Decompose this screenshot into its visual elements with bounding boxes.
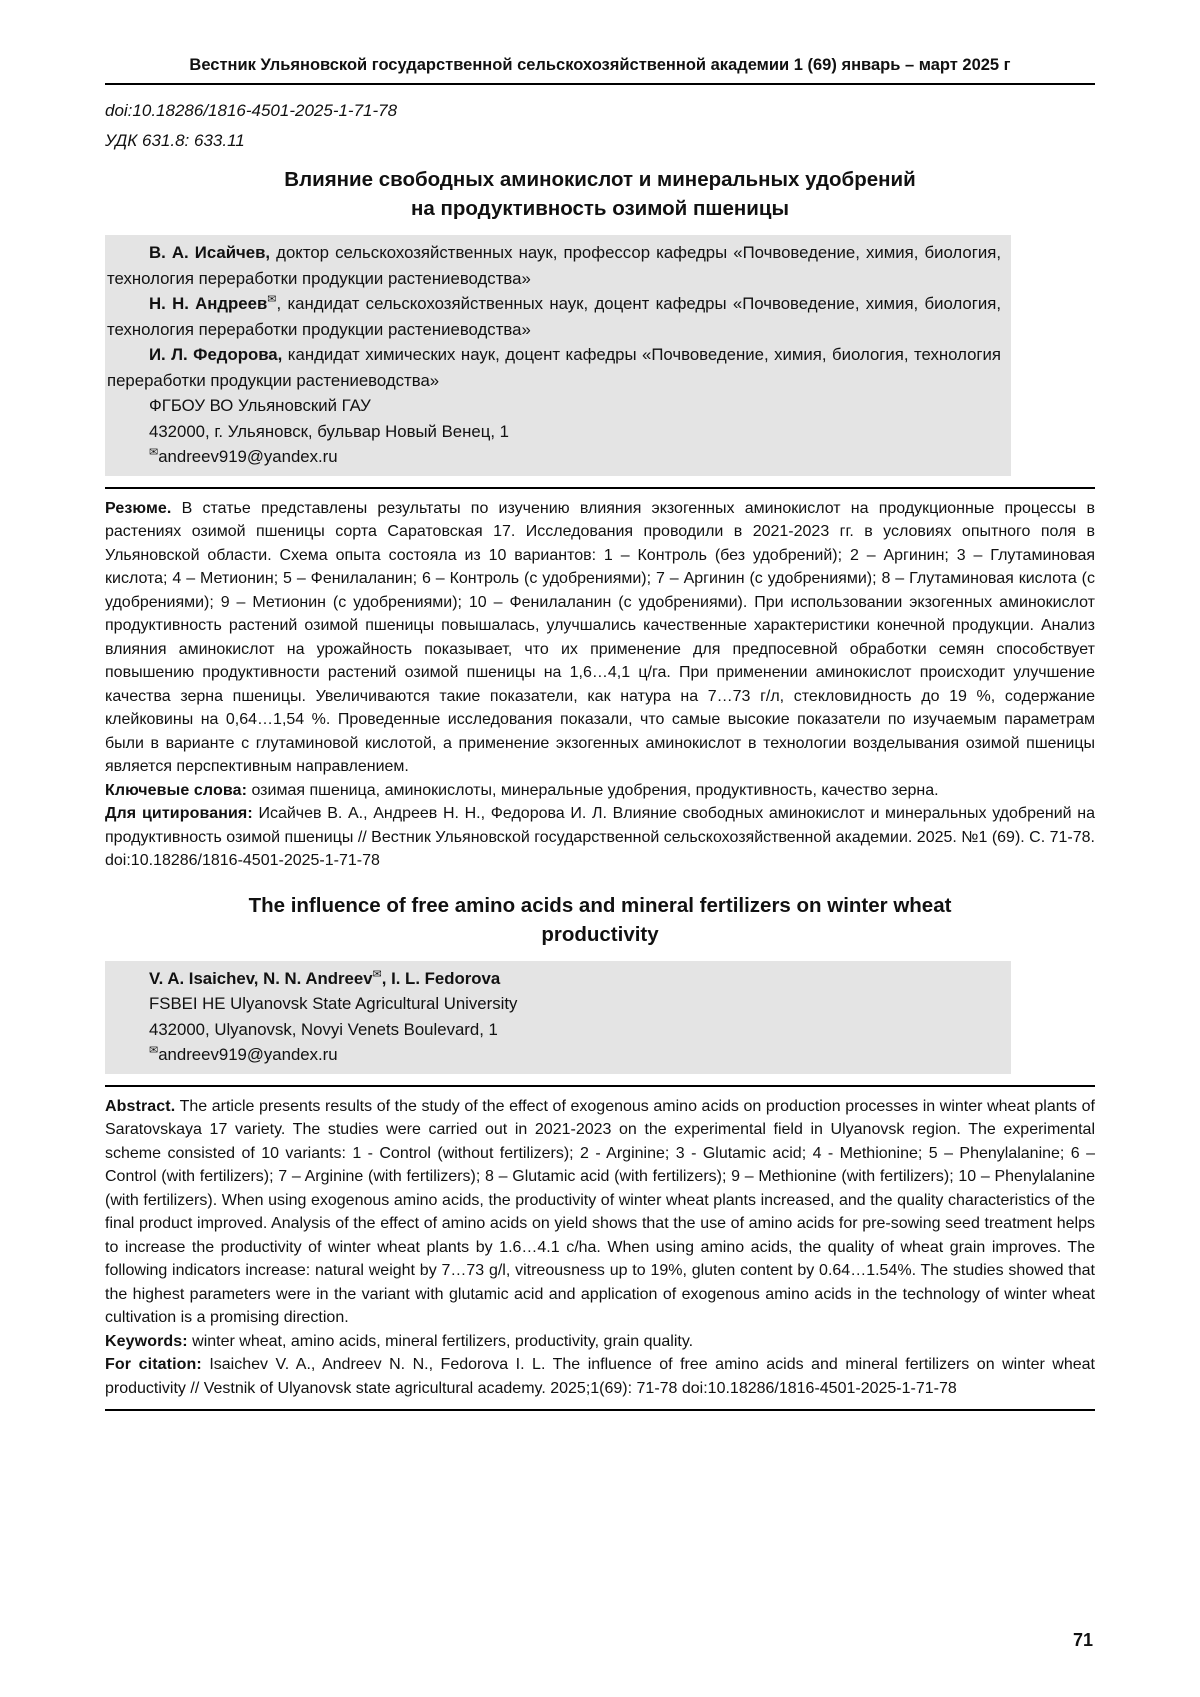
title-line-ru-1: Влияние свободных аминокислот и минеральных удобрений — [284, 168, 916, 191]
citation-label-en: For citation: — [105, 1356, 202, 1373]
author-degree: доктор сельскохозяйственных наук, профессор кафедры «Почвоведение, химия, биология, технология переработки продукции растениеводства» — [107, 243, 1001, 288]
authors-line-en — [107, 966, 1001, 992]
citation-text-ru: Исайчев В. А., Андреев Н. Н., Федорова И. Л. Влияние свободных аминокислот и минеральных удобрений на продуктивность озимой пшеницы // Вестник Ульяновской государственной сельскохозяйственной академии. 2025. №1 (69). С. 71-78. doi:10.18286/1816-4501-2025-1-71-78 — [105, 805, 1096, 869]
email-address: andreev919@yandex.ru — [158, 447, 338, 466]
title-line-en-2: productivity — [541, 922, 659, 946]
doi-line: doi:10.18286/1816-4501-2025-1-71-78 — [105, 101, 398, 120]
keywords-label-ru: Ключевые слова: — [105, 781, 247, 799]
author-name: В. А. Исайчев, — [149, 243, 271, 262]
journal-header-text: Вестник Ульяновской государственной сельскохозяйственной академии 1 (69) январь – март 2025 г — [189, 56, 1011, 74]
title-line-en-1: The influence of free amino acids and mineral fertilizers on winter wheat — [248, 893, 952, 917]
citation-text-en: Isaichev V. A., Andreev N. N., Fedorova I. L. The influence of free amino acids and mineral fertilizers on winter wheat productivity // Vestnik of Ulyanovsk state agricultural academy. 2025;1(69): 71-78 doi:10.18286/1816-4501-2025-1-71-78 — [105, 1356, 1095, 1397]
envelope-icon: ✉ — [372, 967, 382, 980]
author-paragraph — [107, 240, 1001, 291]
abstract-ru — [105, 497, 1095, 779]
citation-label-ru: Для цитирования: — [105, 805, 253, 822]
author-paragraph — [107, 291, 1001, 342]
author-degree: , кандидат сельскохозяйственных наук, доцент кафедры «Почвоведение, химия, биология, технология переработки продукции растениеводства» — [107, 294, 1001, 339]
author-names: , I. L. Fedorova — [381, 968, 501, 988]
separator-rule — [105, 487, 1095, 489]
abstract-en — [105, 1095, 1095, 1330]
citation-en — [105, 1353, 1095, 1400]
keywords-text-ru: озимая пшеница, аминокислоты, минеральные удобрения, продуктивность, качество зерна. — [247, 781, 939, 799]
envelope-icon: ✉ — [149, 1044, 159, 1057]
abstract-text-ru: В статье представлены результаты по изучению влияния экзогенных аминокислот на продукционные процессы в растениях озимой пшеницы сорта Саратовская 17. Исследования проводили в 2021-2023 гг. в условиях опытного поля в Ульяновской области. Схема опыта состояла из 10 вариантов: 1 – Контроль (без удобрений); 2 – Аргинин; 3 – Глутаминовая кислота; 4 – Метионин; 5 – Фенилаланин; 6 – Контроль (с удобрениями); 7 – Аргинин (с удобрениями); 8 – Глутаминовая кислота (с удобрениями); 9 – Метионин (с удобрениями); 10 – Фенилаланин (с удобрениями). При использовании экзогенных аминокислот продуктивность растений озимой пшеницы повышалась, улучшались качественные характеристики конечной продукции. Анализ влияния аминокислот на урожайность показывает, что их применение для предпосевной обработки семян способствует повышению продуктивности растений озимой пшеницы на 1,6…4,1 ц/га. При применении аминокислот происходит улучшение качества зерна пшеницы. Увеличиваются такие показатели, как натура на 7…73 г/л, стекловидность до 19 %, содержание клейковины на 0,64…1,54 %. Проведенные исследования показали, что самые высокие показатели по изучаемым параметрам были в варианте с глутаминовой кислотой, а применение экзогенных аминокислот в технологии возделывания озимой пшеницы является перспективным направлением. — [105, 499, 1095, 775]
keywords-text-en: winter wheat, amino acids, mineral fertilizers, productivity, grain quality. — [187, 1332, 694, 1350]
affiliation-ru: ФГБОУ ВО Ульяновский ГАУ — [149, 396, 371, 415]
email-address: andreev919@yandex.ru — [158, 1045, 338, 1064]
author-degree: кандидат химических наук, доцент кафедры «Почвоведение, химия, биология, технология переработки продукции растениеводства» — [107, 345, 1002, 390]
abstract-text-en: The article presents results of the study of the effect of exogenous amino acids on production processes in winter wheat plants of Saratovskaya 17 variety. The studies were carried out in 2021-2023 on the experimental field in Ulyanovsk region. The experimental scheme consisted of 10 variants: 1 - Control (without fertilizers); 2 - Arginine; 3 - Glutamic acid; 4 - Methionine; 5 – Phenylalanine; 6 – Control (with fertilizers); 7 – Arginine (with fertilizers); 8 – Glutamic acid (with fertilizers); 9 – Methionine (with fertilizers); 10 – Phenylalanine (with fertilizers). When using exogenous amino acids, the productivity of winter wheat plants increased, and the quality characteristics of the final product improved. Analysis of the effect of amino acids on yield shows that the use of amino acids for pre-sowing seed treatment helps to increase the productivity of winter wheat plants by 1.6…4.1 c/ha. When using amino acids, the quality of wheat grain improves. The following indicators increase: natural weight by 7…73 g/l, vitreousness up to 19%, gluten content by 0.64…1.54%. The studies showed that the highest parameters were in the variant with glutamic acid and application of exogenous amino acids in the technology of winter wheat cultivation is a promising direction. — [105, 1097, 1095, 1326]
affiliation-en: FSBEI HE Ulyanovsk State Agricultural University — [149, 994, 518, 1013]
keywords-en — [105, 1330, 1095, 1354]
article-title-ru — [105, 165, 1095, 223]
keywords-ru — [105, 779, 1095, 803]
keywords-label-en: Keywords: — [105, 1332, 188, 1350]
abstract-label-ru: Резюме. — [105, 499, 172, 517]
email-line-ru — [107, 444, 1001, 470]
authors-block-en — [105, 961, 1011, 1074]
author-name: И. Л. Федорова, — [149, 345, 283, 364]
author-name: Н. Н. Андреев — [149, 294, 268, 313]
udk-line: УДК 631.8: 633.11 — [105, 131, 245, 150]
page-number: 71 — [1072, 1630, 1093, 1650]
address-en: 432000, Ulyanovsk, Novyi Venets Boulevard, 1 — [149, 1019, 498, 1039]
citation-ru — [105, 802, 1095, 873]
email-line-en — [107, 1042, 1001, 1068]
envelope-icon: ✉ — [149, 446, 159, 459]
end-rule — [105, 1409, 1095, 1411]
envelope-icon: ✉ — [267, 293, 277, 306]
separator-rule — [105, 1085, 1095, 1087]
author-names: V. A. Isaichev, N. N. Andreev — [149, 968, 373, 988]
title-line-ru-2: на продуктивность озимой пшеницы — [411, 197, 789, 220]
author-paragraph — [107, 342, 1001, 393]
article-title-en — [105, 891, 1095, 949]
journal-header — [105, 54, 1095, 85]
address-ru: 432000, г. Ульяновск, бульвар Новый Венец, 1 — [149, 421, 509, 441]
authors-block-ru — [105, 235, 1011, 476]
abstract-label-en: Abstract. — [105, 1097, 176, 1115]
